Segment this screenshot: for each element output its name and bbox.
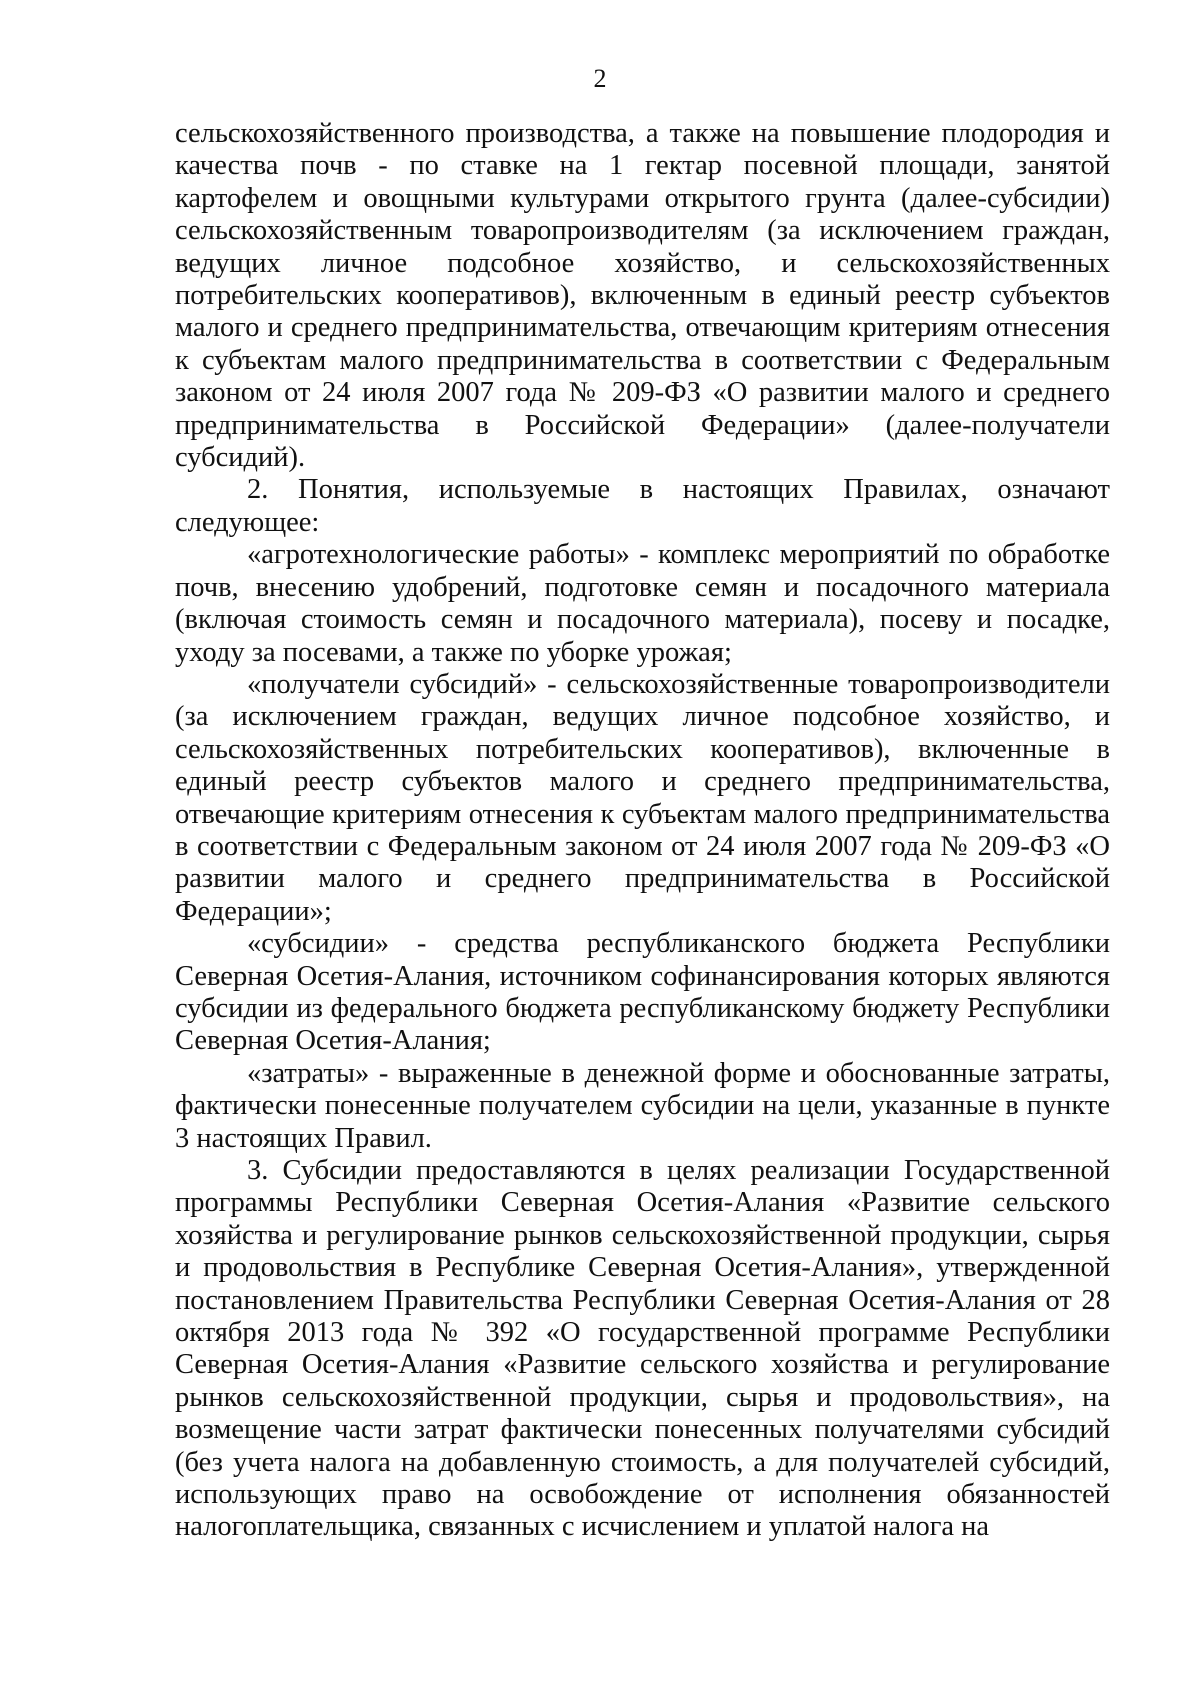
paragraph-definition-costs: «затраты» - выраженные в денежной форме и обоснованные затраты, фактически понесенные получателем субсидии на цели, указанные в пункте 3 настоящих Правил. — [175, 1057, 1110, 1154]
paragraph-continuation: сельскохозяйственного производства, а также на повышение плодородия и качества почв - по ставке на 1 гектар посевной площади, занятой картофелем и овощными культурами открытого грунта (далее-субсидии) сельскохозяйственным товаропроизводителям (за исключением граждан, ведущих личное подсобное хозяйство, и сельскохозяйственных потребительских кооперативов), включенным в единый реестр субъектов малого и среднего предпринимательства, отвечающим критериям отнесения к субъектам малого предпринимательства в соответствии с Федеральным законом от 24 июля 2007 года № 209-ФЗ «О развитии малого и среднего предпринимательства в Российской Федерации» (далее-получатели субсидий). — [175, 118, 1110, 474]
paragraph-definition-recipients: «получатели субсидий» - сельскохозяйственные товаропроизводители (за исключением граждан, ведущих личное подсобное хозяйство, и сельскохозяйственных потребительских кооперативов), включенные в единый реестр субъектов малого и среднего предпринимательства, отвечающие критериям отнесения к субъектам малого предпринимательства в соответствии с Федеральным законом от 24 июля 2007 года № 209-ФЗ «О развитии малого и среднего предпринимательства в Российской Федерации»; — [175, 668, 1110, 927]
page-number: 2 — [593, 64, 607, 93]
paragraph-section-3: 3. Субсидии предоставляются в целях реализации Государственной программы Республики Северная Осетия-Алания «Развитие сельского хозяйства и регулирование рынков сельскохозяйственной продукции, сырья и продовольствия в Республике Северная Осетия-Алания», утвержденной постановлением Правительства Республики Северная Осетия-Алания от 28 октября 2013 года № 392 «О государственной программе Республики Северная Осетия-Алания «Развитие сельского хозяйства и регулирование рынков сельскохозяйственной продукции, сырья и продовольствия», на возмещение части затрат фактически понесенных получателями субсидий (без учета налога на добавленную стоимость, а для получателей субсидий, использующих право на освобождение от исполнения обязанностей налогоплательщика, связанных с исчислением и уплатой налога на — [175, 1155, 1110, 1543]
paragraph-section-2: 2. Понятия, используемые в настоящих Правилах, означают следующее: — [175, 474, 1110, 538]
paragraph-definition-agrotech: «агротехнологические работы» - комплекс мероприятий по обработке почв, внесению удобрений, подготовке семян и посадочного материала (включая стоимость семян и посадочного материала), посеву и посадке, уходу за посевами, а также по уборке урожая; — [175, 539, 1110, 668]
paragraph-definition-subsidies: «субсидии» - средства республиканского бюджета Республики Северная Осетия-Алания, источником софинансирования которых являются субсидии из федерального бюджета республиканскому бюджету Республики Северная Осетия-Алания; — [175, 928, 1110, 1057]
document-body — [175, 118, 1110, 1544]
